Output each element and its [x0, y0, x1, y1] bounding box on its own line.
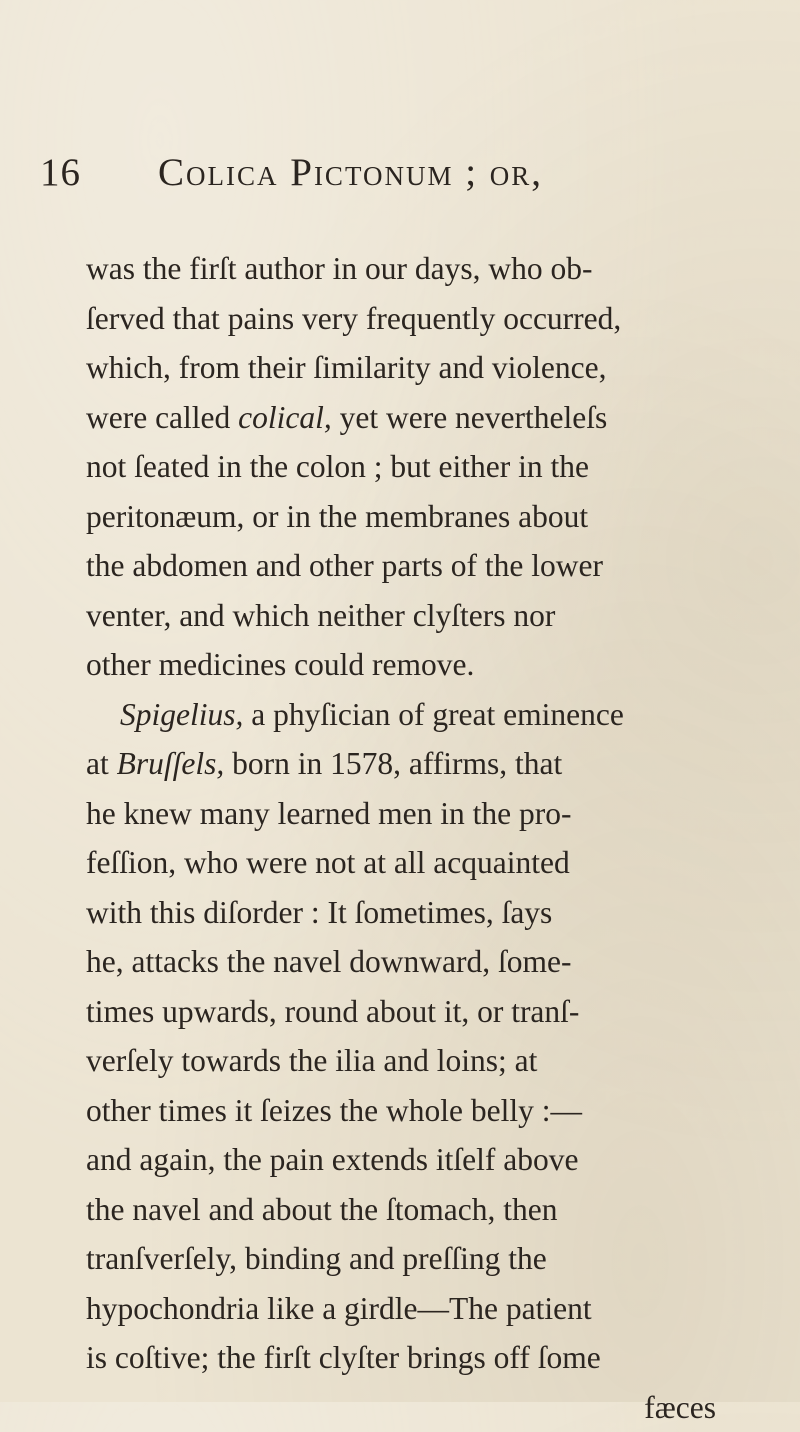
catchword: fæces	[86, 1383, 800, 1432]
text-line: and again, the pain extends itſelf above	[86, 1135, 800, 1185]
text-line: hypochondria like a girdle—The patient	[86, 1284, 800, 1334]
text-line: ſerved that pains very frequently occurred,	[86, 294, 800, 344]
italic-name-spigelius: Spigelius,	[120, 697, 243, 732]
text-line: he, attacks the navel downward, ſome-	[86, 937, 800, 987]
text-line: was the firſt author in our days, who ob-	[86, 244, 800, 294]
text-line: the abdomen and other parts of the lower	[86, 541, 800, 591]
text-line: peritonæum, or in the membranes about	[86, 492, 800, 542]
text-line: venter, and which neither clyſters nor	[86, 591, 800, 641]
italic-term-colical: colical,	[238, 400, 332, 435]
text-line: verſely towards the ilia and loins; at	[86, 1036, 800, 1086]
text-run: at	[86, 746, 117, 781]
text-line: which, from their ſimilarity and violence,	[86, 343, 800, 393]
text-line: feſſion, who were not at all acquainted	[86, 838, 800, 888]
page-number: 16	[40, 150, 81, 195]
text-run: a phyſician of great eminence	[243, 697, 623, 732]
text-line: is coſtive; the firſt clyſter brings off ſome	[86, 1333, 800, 1383]
text-line	[86, 690, 800, 740]
italic-place-brussels: Bruſſels,	[117, 746, 225, 781]
text-line	[86, 739, 800, 789]
text-run: born in 1578, affirms, that	[224, 746, 562, 781]
body-text	[86, 244, 800, 1432]
running-title: Colica Pictonum ; or,	[158, 150, 543, 195]
running-head	[40, 150, 740, 210]
text-line	[86, 393, 800, 443]
text-run: were called	[86, 400, 238, 435]
text-line: not ſeated in the colon ; but either in the	[86, 442, 800, 492]
text-line: tranſverſely, binding and preſſing the	[86, 1234, 800, 1284]
text-line: he knew many learned men in the pro-	[86, 789, 800, 839]
text-line: other medicines could remove.	[86, 640, 800, 690]
text-line: the navel and about the ſtomach, then	[86, 1185, 800, 1235]
text-line: times upwards, round about it, or tranſ-	[86, 987, 800, 1037]
text-line: other times it ſeizes the whole belly :—	[86, 1086, 800, 1136]
text-run: yet were nevertheleſs	[332, 400, 608, 435]
text-line: with this diſorder : It ſometimes, ſays	[86, 888, 800, 938]
